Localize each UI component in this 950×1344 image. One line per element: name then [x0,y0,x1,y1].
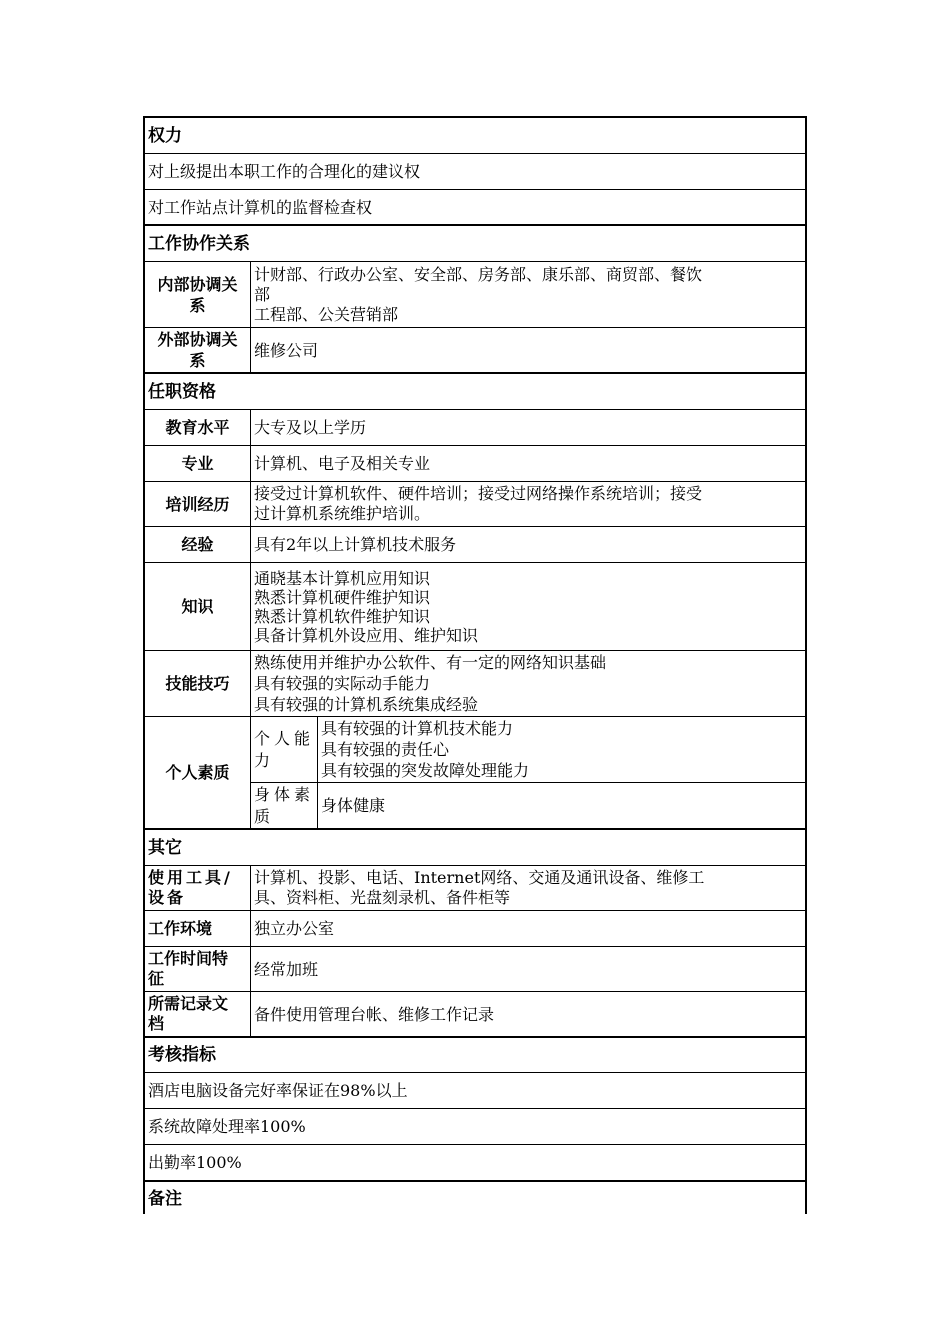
section-header-qualification [145,374,805,410]
section-title: 其它 [148,837,182,858]
section-title: 工作协作关系 [148,233,250,254]
section-title: 任职资格 [148,381,216,402]
power-item [145,190,805,226]
knowledge-row [145,563,805,651]
external-coordination-row [145,328,805,374]
records-value: 备件使用管理台帐、维修工作记录 [254,1004,495,1024]
section-title: 权力 [148,125,182,146]
personal-quality-row [145,717,805,830]
education-row [145,410,805,446]
internal-label-cell [145,262,251,327]
tools-row [145,866,805,911]
environment-label: 工作环境 [148,919,213,938]
physical-value: 身体健康 [321,796,386,815]
power-item [145,154,805,190]
work-time-value: 经常加班 [254,959,319,979]
external-label: 外部协调关 系 [157,330,238,370]
education-label: 教育水平 [165,418,230,437]
power-item-text: 对上级提出本职工作的合理化的建议权 [148,162,421,181]
personal-quality-subtable [251,717,805,828]
job-description-table [143,116,807,1214]
kpi-item [145,1145,805,1182]
work-time-row [145,947,805,992]
major-value: 计算机、电子及相关专业 [254,454,431,473]
section-title: 备注 [148,1189,182,1209]
internal-coordination-row [145,262,805,328]
skills-value: 熟练使用并维护办公软件、有一定的网络知识基础 具有较强的实际动手能力 具有较强的计算机系统集成经验 [254,653,607,714]
records-label: 所需记录文 档 [148,994,229,1033]
training-value: 接受过计算机软件、硬件培训；接受过网络操作系统培训；接受 过计算机系统维护培训。 [254,484,703,523]
training-label: 培训经历 [165,494,230,514]
physical-label: 身体素 质 [254,784,315,826]
knowledge-label: 知识 [181,597,214,616]
internal-value-cell [251,262,805,327]
kpi-item [145,1073,805,1109]
ability-subrow [251,717,805,783]
environment-value: 独立办公室 [254,919,335,938]
knowledge-value: 通晓基本计算机应用知识 熟悉计算机硬件维护知识 熟悉计算机软件维护知识 具备计算机外设应用、维护知识 [254,568,479,645]
experience-value: 具有2年以上计算机技术服务 [254,535,457,554]
education-value: 大专及以上学历 [254,418,367,437]
tools-value: 计算机、投影、电话、Internet网络、交通及通讯设备、维修工 具、资料柜、光盘刻录机、备件柜等 [254,868,705,907]
kpi-item [145,1109,805,1145]
work-time-label: 工作时间特 征 [148,949,229,988]
tools-label: 使用工具/ 设备 [148,868,233,907]
kpi-item-text: 出勤率100% [148,1153,242,1172]
external-label-cell [145,328,251,372]
section-header-cooperation [145,226,805,262]
kpi-item-text: 酒店电脑设备完好率保证在98%以上 [148,1081,408,1100]
external-value-cell [251,328,805,372]
power-item-text: 对工作站点计算机的监督检查权 [148,197,373,217]
physical-subrow [251,783,805,828]
major-label: 专业 [181,454,214,473]
internal-value: 计财部、行政办公室、安全部、房务部、康乐部、商贸部、餐饮 部 工程部、公关营销部 [254,264,703,324]
section-header-notes [145,1182,805,1216]
section-header-power [145,118,805,154]
section-header-other [145,830,805,866]
training-row [145,482,805,527]
experience-row [145,527,805,563]
experience-label: 经验 [181,535,214,554]
skills-row [145,651,805,717]
ability-value: 具有较强的计算机技术能力 具有较强的责任心 具有较强的突发故障处理能力 [321,719,530,780]
section-title: 考核指标 [148,1045,216,1065]
skills-label: 技能技巧 [165,674,230,693]
personal-quality-label: 个人素质 [165,763,230,782]
records-row [145,992,805,1038]
internal-label: 内部协调关 系 [157,274,238,315]
major-row [145,446,805,482]
section-header-kpi [145,1038,805,1073]
external-value: 维修公司 [254,340,319,360]
environment-row [145,911,805,947]
ability-label: 个人能 力 [254,728,315,770]
kpi-item-text: 系统故障处理率100% [148,1117,306,1136]
